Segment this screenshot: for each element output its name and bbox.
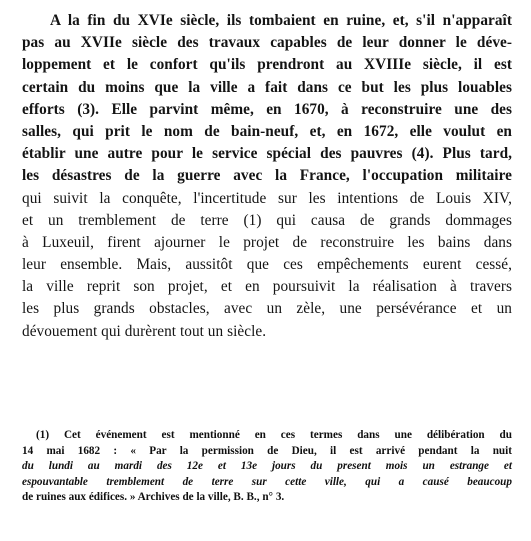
paragraph-line: pas au XVIIe siècle des travaux capables de leur donner le déve-: [22, 34, 512, 52]
paragraph-line: à Luxeuil, firent ajourner le projet de reconstruire les bains dans: [22, 233, 512, 251]
paragraph-line: certain du moins que la ville a fait dans ce but les plus louables: [22, 78, 512, 96]
paragraph-line: efforts (3). Elle parvint même, en 1670, à reconstruire une des: [22, 100, 512, 118]
paragraph-line: leur ensemble. Mais, aussitôt que ces empêchements eurent cessé,: [22, 256, 512, 274]
paragraph-line: qui suivit la conquête, l'incertitude sur les intentions de Louis XIV,: [22, 189, 512, 207]
paragraph-line: et un tremblement de terre (1) qui causa de grands dommages: [22, 211, 512, 229]
footnote-line: (1) Cet événement est mentionné en ces termes dans une délibération du: [36, 429, 512, 441]
paragraph-line: les plus grands obstacles, avec un zèle, une persévérance et un: [22, 300, 512, 318]
footnote: [22, 428, 512, 506]
paragraph-line: les désastres de la guerre avec la France, l'occupation militaire: [22, 167, 512, 185]
footnote-line: de ruines aux édifices. » Archives de la ville, B. B., n° 3.: [22, 491, 285, 504]
main-paragraph: [22, 10, 512, 343]
paragraph-line: établir une autre pour le service spécial des pauvres (4). Plus tard,: [22, 145, 512, 163]
paragraph-line: la ville reprit son projet, et en poursuivit la réalisation à travers: [22, 278, 512, 296]
paragraph-line: A la fin du XVIe siècle, ils tombaient en ruine, et, s'il n'apparaît: [50, 12, 512, 29]
footnote-line: 14 mai 1682 : « Par la permission de Dieu, il est arrivé pendant la nuit: [22, 444, 512, 457]
paragraph-line: salles, qui prit le nom de bain-neuf, et, en 1672, elle voulut en: [22, 122, 512, 140]
paragraph-line: loppement et le confort qu'ils prendront au XVIIIe siècle, il est: [22, 56, 512, 74]
footnote-line: espouvantable tremblement de terre sur cette ville, qui a causé beaucoup: [22, 475, 512, 488]
paragraph-line: dévouement qui durèrent tout un siècle.: [22, 322, 267, 340]
footnote-line: du lundi au mardi des 12e et 13e jours du present mois un estrange et: [22, 460, 512, 473]
